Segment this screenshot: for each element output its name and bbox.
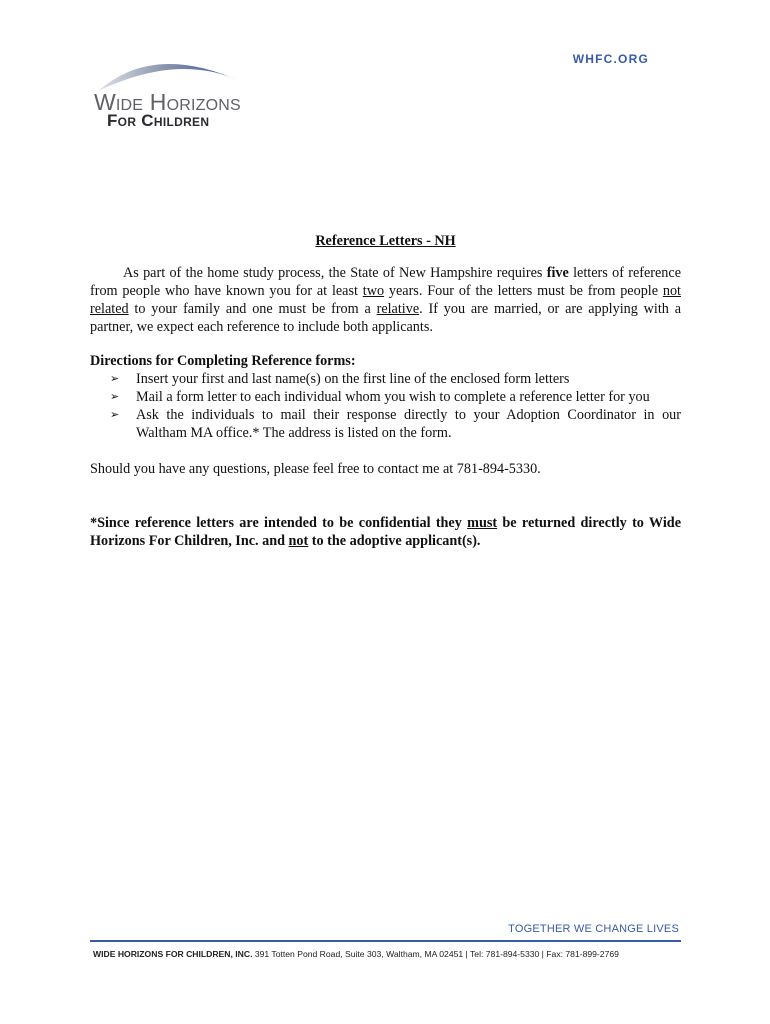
footer-address xyxy=(93,949,619,959)
list-item: ➢ Ask the individuals to mail their response directly to your Adoption Coordinator in our Waltham MA office.* The address is listed on the form. xyxy=(110,407,681,441)
document-title: Reference Letters - NH xyxy=(315,233,456,249)
not-emphasis: not xyxy=(288,533,309,549)
list-item: ➢ Mail a form letter to each individual whom you wish to complete a reference letter for you xyxy=(110,389,650,405)
confidentiality-notice: *Since reference letters are intended to be confidential they must be returned directly to Wide Horizons For Children, Inc. and not to the adoptive applicant(s). xyxy=(90,515,681,549)
website-link[interactable]: WHFC.ORG xyxy=(572,52,649,66)
logo-text-wide-horizons: Wide Horizons xyxy=(94,89,241,115)
intro-paragraph: As part of the home study process, the State of New Hampshire requires five letters of reference from people who have known you for at least two years. Four of the letters must be from people not related to your family and one must be from a relative. If you are married, or are applying with a partner, we expect each reference to include both applicants. xyxy=(90,265,681,335)
horizon-arc-icon xyxy=(92,48,292,93)
contact-line: Should you have any questions, please feel free to contact me at 781-894-5330. xyxy=(90,461,541,477)
five-emphasis: five xyxy=(546,265,569,281)
arrow-bullet-icon: ➢ xyxy=(110,372,120,385)
footer-divider xyxy=(90,940,681,942)
relative-emphasis: relative xyxy=(376,301,420,317)
directions-heading: Directions for Completing Reference forms: xyxy=(90,353,356,369)
footer-contact-info: 391 Totten Pond Road, Suite 303, Waltham, MA 02451 | Tel: 781-894-5330 | Fax: 781-899-2769 xyxy=(252,949,619,959)
not-related-emphasis: not related xyxy=(90,283,681,317)
must-emphasis: must xyxy=(467,515,498,531)
two-emphasis: two xyxy=(362,283,385,299)
logo-text-for-children: For Children xyxy=(107,111,210,130)
footer-org-name: WIDE HORIZONS FOR CHILDREN, INC. xyxy=(93,949,253,959)
arrow-bullet-icon: ➢ xyxy=(110,408,120,421)
list-item: ➢ Insert your first and last name(s) on the first line of the enclosed form letters xyxy=(110,371,570,387)
directions-list xyxy=(90,370,681,442)
footer-tagline: TOGETHER WE CHANGE LIVES xyxy=(508,923,679,935)
document-body xyxy=(90,232,681,550)
arrow-bullet-icon: ➢ xyxy=(110,390,120,403)
organization-logo xyxy=(92,48,292,133)
